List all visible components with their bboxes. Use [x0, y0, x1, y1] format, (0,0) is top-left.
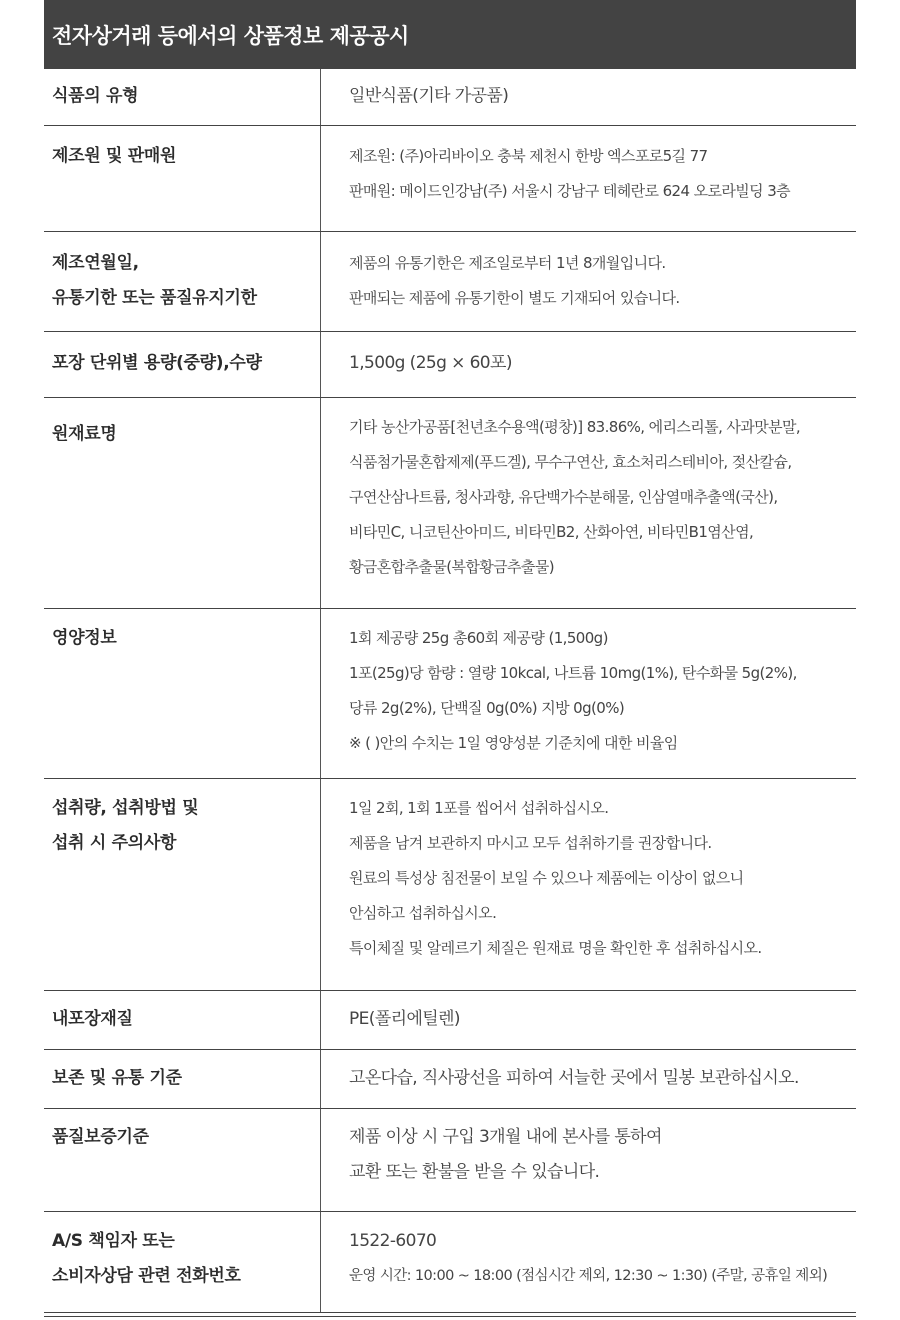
- row-value: [321, 608, 857, 778]
- label-line: 포장 단위별 용량(중량),수량: [52, 352, 262, 373]
- label-line: 영양정보: [52, 627, 117, 648]
- page-title: 전자상거래 등에서의 상품정보 제공공시: [44, 0, 856, 69]
- value-line: 제품의 유통기한은 제조일로부터 1년 8개월입니다.: [349, 253, 666, 272]
- row-label: [44, 608, 321, 778]
- table-row: [44, 1108, 856, 1211]
- row-label: [44, 397, 321, 608]
- value-line: 제품을 남겨 보관하지 마시고 모두 섭취하기를 권장합니다.: [349, 833, 712, 852]
- row-value: [321, 397, 857, 608]
- row-value: [321, 331, 857, 397]
- value-line: 특이체질 및 알레르기 체질은 원재료 명을 확인한 후 섭취하십시오.: [349, 938, 762, 957]
- label-line: 내포장재질: [52, 1008, 133, 1029]
- label-line: 섭취 시 주의사항: [52, 832, 177, 853]
- bottom-divider: [44, 1316, 856, 1317]
- row-value: [321, 1211, 857, 1312]
- row-value: [321, 231, 857, 331]
- table-row: [44, 778, 856, 990]
- row-value: [321, 1108, 857, 1211]
- table-row: [44, 1049, 856, 1108]
- label-line: 제조연월일,: [52, 252, 139, 273]
- table-row: [44, 231, 856, 331]
- table-row: [44, 125, 856, 231]
- row-value: [321, 778, 857, 990]
- row-label: [44, 125, 321, 231]
- value-line: 고온다습, 직사광선을 피하여 서늘한 곳에서 밀봉 보관하십시오.: [349, 1067, 799, 1088]
- label-line: 식품의 유형: [52, 86, 139, 106]
- value-line: PE(폴리에틸렌): [349, 1008, 460, 1029]
- phone-number: 1522-6070: [349, 1230, 437, 1251]
- label-line: 소비자상담 관련 전화번호: [52, 1265, 241, 1286]
- value-line: 1회 제공량 25g 총60회 제공량 (1,500g): [349, 628, 608, 647]
- value-line: 1포(25g)당 함량 : 열량 10kcal, 나트륨 10mg(1%), 탄수화물 5g(2%),: [349, 663, 797, 682]
- row-label: [44, 1211, 321, 1312]
- value-line: 판매원: 메이드인강남(주) 서울시 강남구 테헤란로 624 오로라빌딩 3층: [349, 181, 791, 200]
- value-line: 구연산삼나트륨, 청사과향, 유단백가수분해물, 인삼열매추출액(국산),: [349, 487, 778, 506]
- value-line: 안심하고 섭취하십시오.: [349, 903, 497, 922]
- row-label: [44, 1108, 321, 1211]
- value-line: 일반식품(기타 가공품): [349, 86, 509, 106]
- value-line: 비타민C, 니코틴산아미드, 비타민B2, 산화아연, 비타민B1염산염,: [349, 522, 754, 541]
- row-value: [321, 990, 857, 1049]
- value-line: 제품 이상 시 구입 3개월 내에 본사를 통하여: [349, 1126, 662, 1147]
- row-label: [44, 990, 321, 1049]
- value-line: 운영 시간: 10:00 ~ 18:00 (점심시간 제외, 12:30 ~ 1:30) (주말, 공휴일 제외): [349, 1267, 828, 1284]
- value-line: 제조원: (주)아리바이오 충북 제천시 한방 엑스포로5길 77: [349, 146, 708, 165]
- label-line: A/S 책임자 또는: [52, 1230, 175, 1251]
- value-line: 1,500g (25g × 60포): [349, 352, 512, 373]
- value-line: 당류 2g(2%), 단백질 0g(0%) 지방 0g(0%): [349, 698, 625, 717]
- table-row: [44, 1211, 856, 1312]
- label-line: 품질보증기준: [52, 1126, 149, 1147]
- table-row: [44, 608, 856, 778]
- label-line: 섭취량, 섭취방법 및: [52, 797, 199, 818]
- row-label: [44, 331, 321, 397]
- value-line: 원료의 특성상 침전물이 보일 수 있으나 제품에는 이상이 없으니: [349, 868, 744, 887]
- value-line: 교환 또는 환불을 받을 수 있습니다.: [349, 1161, 600, 1182]
- value-line: 황금혼합추출물(복합황금추출물): [349, 557, 554, 576]
- label-line: 제조원 및 판매원: [52, 145, 177, 166]
- value-line: 기타 농산가공품[천년초수용액(평창)] 83.86%, 에리스리톨, 사과맛분말,: [349, 417, 801, 436]
- value-line: 식품첨가물혼합제제(푸드겔), 무수구연산, 효소처리스테비아, 젖산칼슘,: [349, 452, 792, 471]
- label-line: 유통기한 또는 품질유지기한: [52, 287, 257, 308]
- label-line: 원재료명: [52, 423, 117, 444]
- info-table: [44, 69, 856, 1313]
- product-info-disclosure: [44, 0, 856, 1313]
- table-row: [44, 69, 856, 125]
- value-line: ※ ( )안의 수치는 1일 영양성분 기준치에 대한 비율임: [349, 733, 678, 752]
- row-label: [44, 1049, 321, 1108]
- row-label: [44, 69, 321, 125]
- row-value: [321, 1049, 857, 1108]
- table-row: [44, 331, 856, 397]
- table-row: [44, 397, 856, 608]
- row-value: [321, 69, 857, 125]
- table-row: [44, 990, 856, 1049]
- row-value: [321, 125, 857, 231]
- value-line: 판매되는 제품에 유통기한이 별도 기재되어 있습니다.: [349, 288, 680, 307]
- row-label: [44, 231, 321, 331]
- label-line: 보존 및 유통 기준: [52, 1067, 182, 1088]
- row-label: [44, 778, 321, 990]
- value-line: 1일 2회, 1회 1포를 씹어서 섭취하십시오.: [349, 798, 609, 817]
